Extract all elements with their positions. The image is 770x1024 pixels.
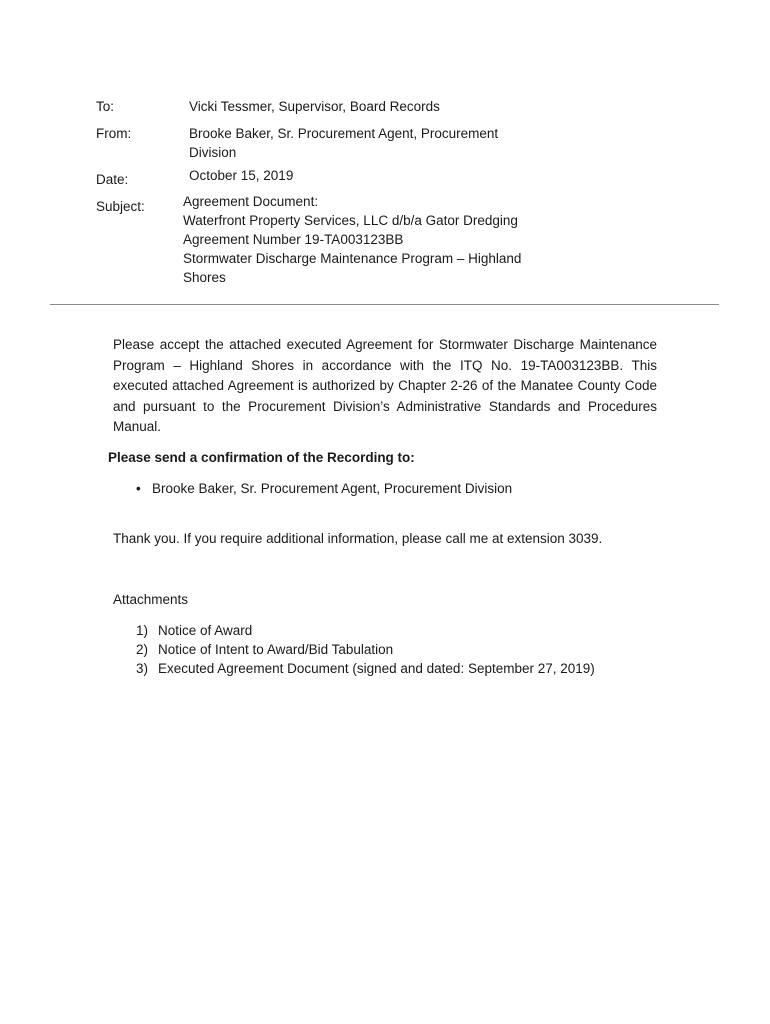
attachment-text: Executed Agreement Document (signed and dated: September 27, 2019) [158,661,595,676]
from-value-line-2: Division [189,145,237,160]
list-item [136,640,595,659]
subject-value [183,192,543,287]
subject-line-1: Agreement Document: [183,194,319,209]
thanks-line: Thank you. If you require additional information, please call me at extension 3039. [113,531,603,546]
subject-line-5: Shores [183,270,226,285]
list-item [136,621,595,640]
date-label: Date: [96,172,129,187]
attachments-list [136,621,595,678]
attachment-text: Notice of Award [158,623,253,638]
date-value [189,166,549,185]
from-value-line-1: Brooke Baker, Sr. Procurement Agent, Procurement [189,126,499,141]
to-label: To: [96,99,115,114]
subject-line-2: Waterfront Property Services, LLC d/b/a Gator Dredging [183,213,518,228]
body-paragraph: Please accept the attached executed Agreement for Stormwater Discharge Maintenance Program – Highland Shores in accordance with the ITQ No. 19-TA003123BB. This executed attached Agreement is authorized by Chapter 2-26 of the Manatee County Code and pursuant to the Procurement Division’s Administrative Standards and Procedures Manual. [113,337,657,434]
subject-line-4: Stormwater Discharge Maintenance Program – Highland [183,251,522,266]
header-divider [50,304,719,305]
attachments-heading: Attachments [113,592,189,607]
attachment-number: 2) [136,642,149,657]
date-value-text: October 15, 2019 [189,168,294,183]
confirmation-recipient: Brooke Baker, Sr. Procurement Agent, Procurement Division [152,481,513,496]
attachment-text: Notice of Intent to Award/Bid Tabulation [158,642,394,657]
confirmation-heading: Please send a confirmation of the Recording to: [108,450,415,465]
attachment-number: 1) [136,623,149,638]
to-value [189,97,549,116]
attachment-number: 3) [136,661,149,676]
subject-line-3: Agreement Number 19-TA003123BB [183,232,404,247]
to-value-text: Vicki Tessmer, Supervisor, Board Records [189,99,440,114]
from-value [189,124,549,162]
list-item [136,659,595,678]
subject-label: Subject: [96,199,145,214]
bullet-icon: • [136,481,141,496]
confirmation-recipient-item [136,479,512,498]
from-label: From: [96,126,132,141]
